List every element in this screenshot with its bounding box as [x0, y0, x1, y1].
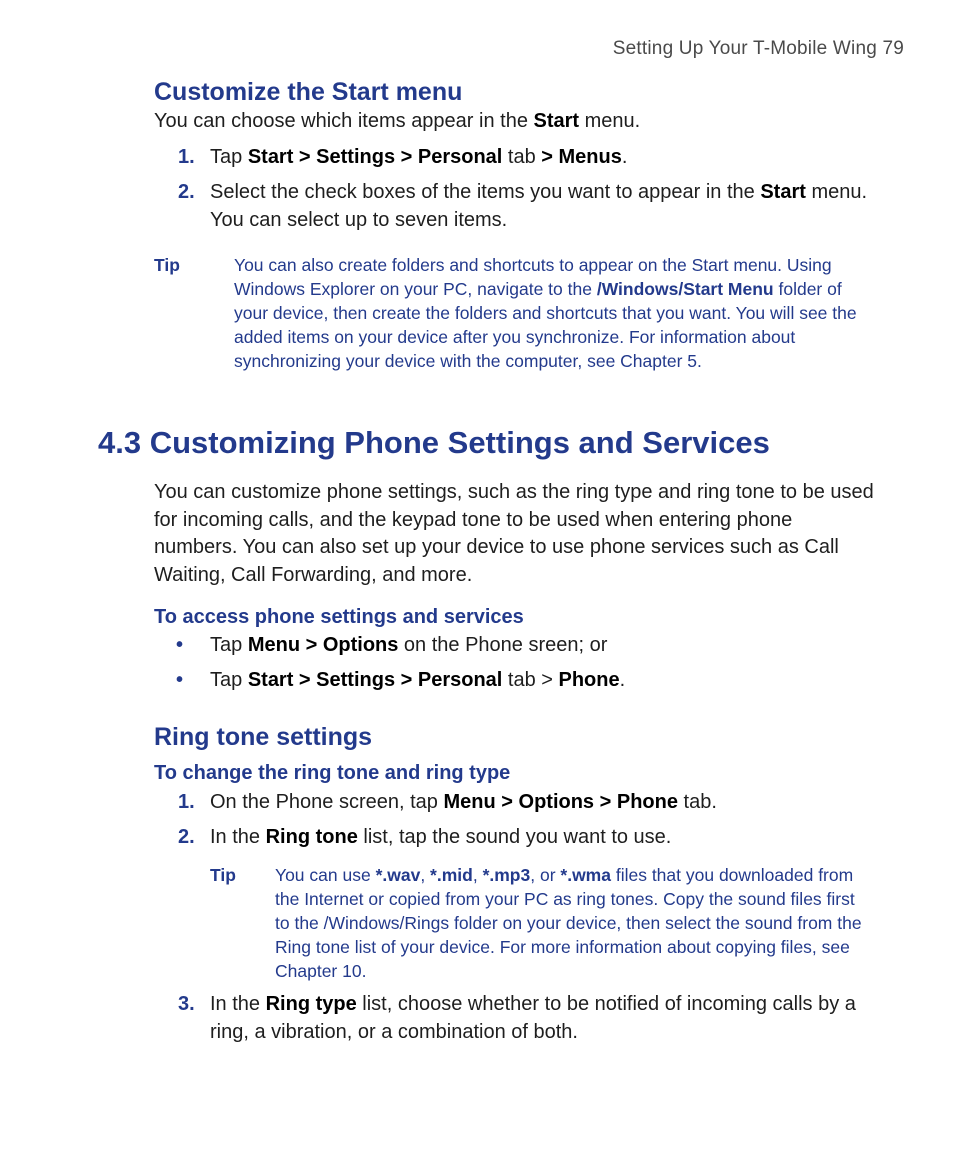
start-menu-intro: You can choose which items appear in the Start menu. — [154, 110, 641, 132]
step-number: 1. — [178, 791, 195, 813]
bullet-text: Tap Start > Settings > Personal tab > Phone. — [210, 669, 626, 691]
phone-settings-intro: You can customize phone settings, such as the ring type and ring tone to be used for incoming calls, and the keypad tone to be used when entering phone numbers. You can also set up your device to use phone services such as Call Waiting, Call Forwarding, and more. — [154, 481, 874, 586]
chapter-heading-phone-settings: 4.3 Customizing Phone Settings and Services — [98, 425, 770, 460]
section-heading-ring-tone-settings: Ring tone settings — [154, 723, 373, 751]
step-text: In the Ring tone list, tap the sound you want to use. — [210, 826, 672, 848]
step-number: 3. — [178, 993, 195, 1015]
tip-label: Tip — [210, 865, 236, 885]
subheading-access-phone-settings: To access phone settings and services — [154, 606, 524, 628]
step-number: 1. — [178, 146, 195, 168]
bullet: • — [176, 634, 184, 656]
step-text: On the Phone screen, tap Menu > Options > Phone tab. — [210, 791, 717, 813]
subheading-change-ring-tone: To change the ring tone and ring type — [154, 762, 511, 784]
running-head: Setting Up Your T-Mobile Wing 79 — [612, 38, 904, 59]
step-text: Tap Start > Settings > Personal tab > Menus. — [210, 146, 628, 168]
tip-text: You can also create folders and shortcuts to appear on the Start menu. Using Windows Explorer on your PC, navigate to the /Windows/Start Menu folder of your device, then create the folders and shortcuts that you want. You will see the added items on your device after you synchronize. For information about synchronizing your device with the computer, see Chapter 5. — [234, 255, 857, 371]
bullet-text: Tap Menu > Options on the Phone sreen; or — [210, 634, 608, 656]
step-number: 2. — [178, 826, 195, 848]
step-text: In the Ring type list, choose whether to be notified of incoming calls by a ring, a vibration, or a combination of both. — [210, 993, 856, 1043]
step-number: 2. — [178, 181, 195, 203]
section-heading-customize-start-menu: Customize the Start menu — [154, 78, 463, 106]
step-text: Select the check boxes of the items you want to appear in the Start menu. You can select up to seven items. — [210, 181, 868, 231]
tip-label: Tip — [154, 255, 180, 275]
tip-text: You can use *.wav, *.mid, *.mp3, or *.wma files that you downloaded from the Internet or copied from your PC as ring tones. Copy the sound files first to the /Windows/Rings folder on your device, then select the sound from the Ring tone list of your device. For more information about copying files, see Chapter 10. — [275, 865, 862, 981]
bullet: • — [176, 669, 184, 691]
